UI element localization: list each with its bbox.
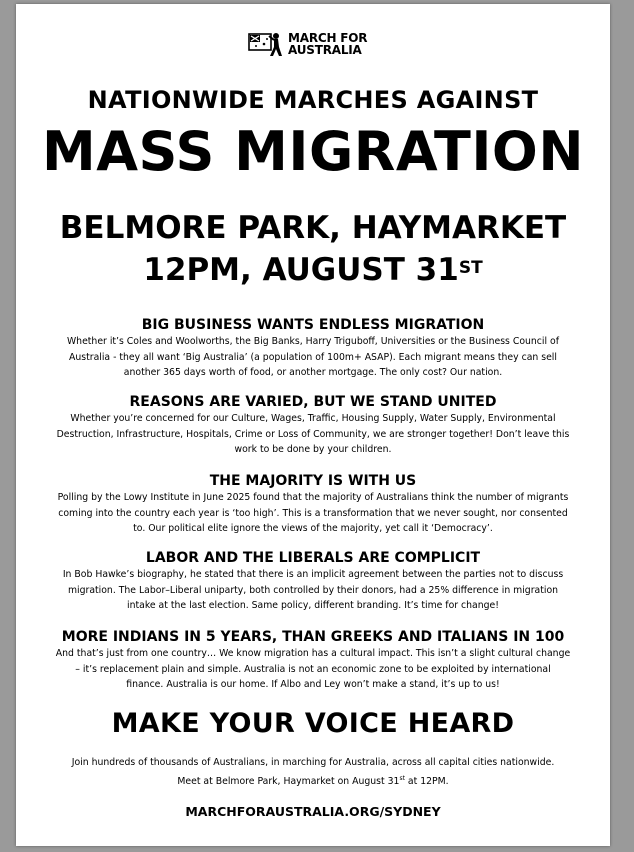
body-line: migration. The Labor–Liberal uniparty, both controlled by their donors, had a 25% difference in migration (67, 584, 559, 596)
body-line: Destruction, Infrastructure, Hospitals, Crime or Loss of Community, we are stronger together! Don’t leave this (56, 428, 570, 440)
venue: BELMORE PARK, HAYMARKET (59, 210, 567, 246)
section-body (16, 646, 610, 693)
body-line: Polling by the Lowy Institute in June 2025 found that the majority of Australians think the number of migrants (57, 492, 569, 503)
body-line: to. Our political elite ignore the views of the majority, yet call it ‘Democracy’. (133, 523, 493, 534)
section-body (16, 411, 610, 458)
call-to-action: MAKE YOUR VOICE HEARD (111, 708, 515, 739)
body-line: Whether it’s Coles and Woolworths, the Big Banks, Harry Triguboff, Universities or the Business Council of (66, 336, 560, 347)
body-line: – it’s replacement plain and simple. Australia is not an economic zone to be exploited by international (75, 663, 551, 675)
section-body (16, 490, 610, 537)
section-title: REASONS ARE VARIED, BUT WE STAND UNITED (129, 394, 497, 410)
section-body (16, 334, 610, 381)
join-line-1: Join hundreds of thousands of Australians, in marching for Australia, across all capital cities nationwide. (71, 757, 555, 768)
section-title: MORE INDIANS IN 5 YEARS, THAN GREEKS AND ITALIANS IN 100 (61, 629, 565, 645)
join-date-suffix: st (399, 774, 405, 782)
body-line: coming into the country each year is ‘too high’. This is a transformation that we never sought, nor consented (58, 507, 568, 519)
join-line-2-text: Meet at Belmore Park, Haymarket on August 31 (177, 775, 400, 787)
body-line: intake at the last election. Same policy, different branding. It’s time for change! (127, 600, 499, 611)
marcher-flag-icon (248, 30, 284, 58)
section-complicit (16, 549, 610, 614)
section-indians (16, 628, 610, 693)
join-line-2 (16, 771, 610, 790)
join-text (16, 755, 610, 789)
section-title: LABOR AND THE LIBERALS ARE COMPLICIT (145, 550, 481, 566)
join-line-2-end: at 12PM. (404, 775, 449, 787)
body-line: work to be done by your children. (234, 444, 392, 455)
logo-line-2: AUSTRALIA (288, 43, 362, 57)
headline: MASS MIGRATION (41, 120, 585, 183)
flyer-page (16, 4, 610, 846)
section-reasons (16, 393, 610, 458)
date-time-main: 12PM, AUGUST 31 (143, 252, 459, 288)
body-line: another 365 days worth of food, or another mortgage. The only cost? Our nation. (123, 367, 503, 378)
body-line: In Bob Hawke’s biography, he stated that there is an implicit agreement between the parties not to discuss (62, 569, 564, 580)
section-body (16, 567, 610, 614)
body-line: Whether you’re concerned for our Culture, Wages, Traffic, Housing Supply, Water Supply, Environmental (70, 413, 556, 424)
section-majority (16, 472, 610, 537)
date-time (16, 251, 610, 289)
body-line: finance. Australia is our home. If Albo and Ley won’t make a stand, it’s up to us! (126, 679, 500, 690)
website-url: MARCHFORAUSTRALIA.ORG/SYDNEY (185, 804, 441, 819)
section-big-business (16, 316, 610, 381)
body-line: And that’s just from one country… We know migration has a cultural impact. This isn’t a slight cultural change (55, 648, 571, 659)
section-title: THE MAJORITY IS WITH US (209, 473, 417, 489)
date-suffix: ST (458, 258, 483, 278)
section-title: BIG BUSINESS WANTS ENDLESS MIGRATION (141, 317, 485, 333)
body-line: Australia - they all want ‘Big Australia’ (a population of 100m+ ASAP). Each migrant means they can sell (69, 351, 557, 363)
logo-line-1: MARCH FOR (288, 31, 368, 45)
march-for-australia-logo (248, 30, 367, 58)
subheading: NATIONWIDE MARCHES AGAINST (87, 86, 539, 114)
